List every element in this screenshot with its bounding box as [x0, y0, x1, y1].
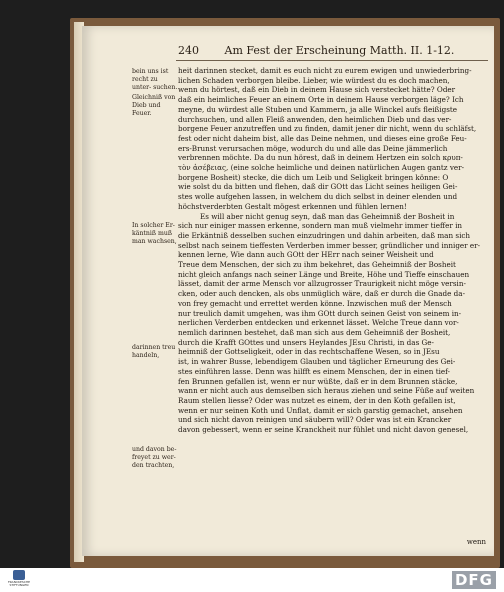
text-line: ist, in wahrer Busse, lebendigem Glauben und täglicher Erneurung des Gei- — [178, 357, 456, 367]
body-text — [178, 66, 490, 435]
text-line: wenn er nur seinen Koth und Unflat, damit er sich garstig gemachet, ansehen — [178, 405, 463, 415]
text-line: wenn du hörtest, daß ein Dieb in deinem Hause sich verstecket hätte? Oder — [178, 85, 456, 95]
library-logo-icon — [13, 570, 25, 580]
text-line: meyne, du würdest alle Stuben und Kammern, ja alle Winckel aufs fleißigste — [178, 104, 458, 114]
text-line: höchstverderbten Gestalt mögest erkennen und fühlen lernen! — [178, 201, 407, 211]
text-line: wann er nicht auch aus demselben sich heraus ziehen und seine Füße auf weiten — [178, 386, 475, 396]
margin-note: Gleichniß von Dieb und Feuer. — [132, 94, 176, 117]
text-line: fest oder nicht daheim bist, alle das Deine nehmen, und dieses eine große Feu- — [178, 133, 467, 143]
footer-bar — [0, 568, 504, 592]
text-line: heimniß der Gottseligkeit, oder in das rechtschaffene Wesen, so in JEsu — [178, 347, 440, 357]
text-line: borgene Bosheit) stecke, die dich um Leib und Seligkeit bringen könne: O — [178, 172, 449, 182]
text-line: und sich nicht davon reinigen und säubern will? Oder was ist ein Krancker — [178, 415, 452, 425]
text-line: nemlich darinnen bestehet, daß man sich aus dem Geheimniß der Bosheit, — [178, 327, 451, 337]
margin-note: und davon be- freyet zu wer- den trachten, — [132, 446, 177, 469]
page-title: Am Fest der Erscheinung Matth. II. 1-12. — [224, 44, 455, 57]
text-line: von frey gemacht und errettet werden könne. Inzwischen muß der Mensch — [178, 298, 452, 308]
margin-note: bein uns ist recht zu unter- suchen. — [132, 68, 178, 91]
text-line: Raum stellen liesse? Oder was nutzet es einem, der in den Koth gefallen ist, — [178, 395, 456, 405]
text-line: stes wolle aufgehen lassen, in welchem du dich selbst in deiner elenden und — [178, 192, 458, 202]
text-line: die Erkäntniß desselben suchen einzudringen und dahin arbeiten, daß man sich — [178, 230, 471, 240]
text-line: durch die Krafft GOttes und unsers Heylandes JEsu Christi, in das Ge- — [178, 337, 434, 347]
text-line: nur treulich damit umgehen, was ihm GOtt durch seinen Geist von seinem in- — [178, 308, 462, 318]
library-logo[interactable] — [6, 570, 32, 590]
text-line: lichen Schaden verborgen bleibe. Lieber, wie würdest du es doch machen, — [178, 75, 450, 85]
page-number: 240 — [178, 44, 199, 57]
text-line: kennen lerne, Wie dann auch GOtt der HErr nach seiner Weisheit und — [178, 250, 434, 260]
text-line: daß ein heimliches Feuer an einem Orte in deinem Hause verborgen läge? Ich — [178, 95, 464, 105]
margin-note: In solcher Er- käntniß muß man wachsen, — [132, 222, 177, 245]
library-logo-text: FRANCKESCHE STIFTUNGEN — [7, 580, 31, 588]
text-line: heit darinnen stecket, damit es euch nicht zu eurem ewigen und unwiederbring- — [178, 66, 472, 75]
margin-note: darinnen treu handeln, — [132, 344, 176, 359]
text-line: davon gebessert, wenn er seine Kranckheit nur fühlet und nicht davon genesel, — [178, 425, 469, 435]
text-line: cken, oder auch dencken, als obs unmüglich wäre, daß er durch die Gnade da- — [178, 289, 465, 299]
text-line: τὸν ἀσέβειας, (eine solche heimliche und deinen natürlichen Augen gantz ver- — [178, 163, 465, 173]
text-line: wie solst du da bitten und flehen, daß dir GOtt das Licht seines heiligen Gei- — [178, 182, 458, 192]
text-line: selbst nach seinem tieffesten Verderben immer besser, gründlicher und inniger er- — [178, 240, 481, 250]
text-line: borgene Feuer anzutreffen und zu finden, damit jener dir nicht, wenn du schläfst, — [178, 124, 477, 134]
text-line: nerlichen Verderben entdecken und erkennet lässet. Welche Treue dann vor- — [178, 318, 459, 328]
text-line: verbrennen möchte. Da du nun hörest, daß in deinem Hertzen ein solch κρυπ- — [178, 153, 463, 163]
text-line: Treue dem Menschen, der sich zu ihm bekehret, das Geheimniß der Bosheit — [178, 260, 456, 270]
text-line: durchsuchen, und allen Fleiß anwenden, den heimlichen Dieb und das ver- — [178, 114, 452, 124]
text-line: Es will aber nicht genug seyn, daß man das Geheimniß der Bosheit in — [200, 211, 455, 221]
text-line: lässet, damit der arme Mensch vor allzugrosser Traurigkeit nicht möge versin- — [178, 279, 466, 289]
text-line: nicht gleich anfangs nach seiner Länge und Breite, Höhe und Tieffe einschauen — [178, 269, 470, 279]
dfg-logo[interactable]: DFG — [452, 571, 496, 589]
catchword: wenn — [466, 538, 486, 546]
text-line: sich nur einiger massen erkenne, sondern man muß vielmehr immer tieffer in — [178, 221, 463, 231]
book-page — [82, 26, 494, 556]
text-line: fen Brunnen gefallen ist, wenn er nur wüßte, daß er in dem Brunnen stäcke, — [178, 376, 458, 386]
text-line: ers-Brunst verursachen möge, wodurch du und alle das Deine jämmerlich — [178, 143, 448, 153]
running-head — [178, 44, 494, 57]
text-line: stes einführen lasse. Denn was hilfft es einem Menschen, der in einen tief- — [178, 366, 450, 376]
head-rule — [176, 60, 488, 61]
